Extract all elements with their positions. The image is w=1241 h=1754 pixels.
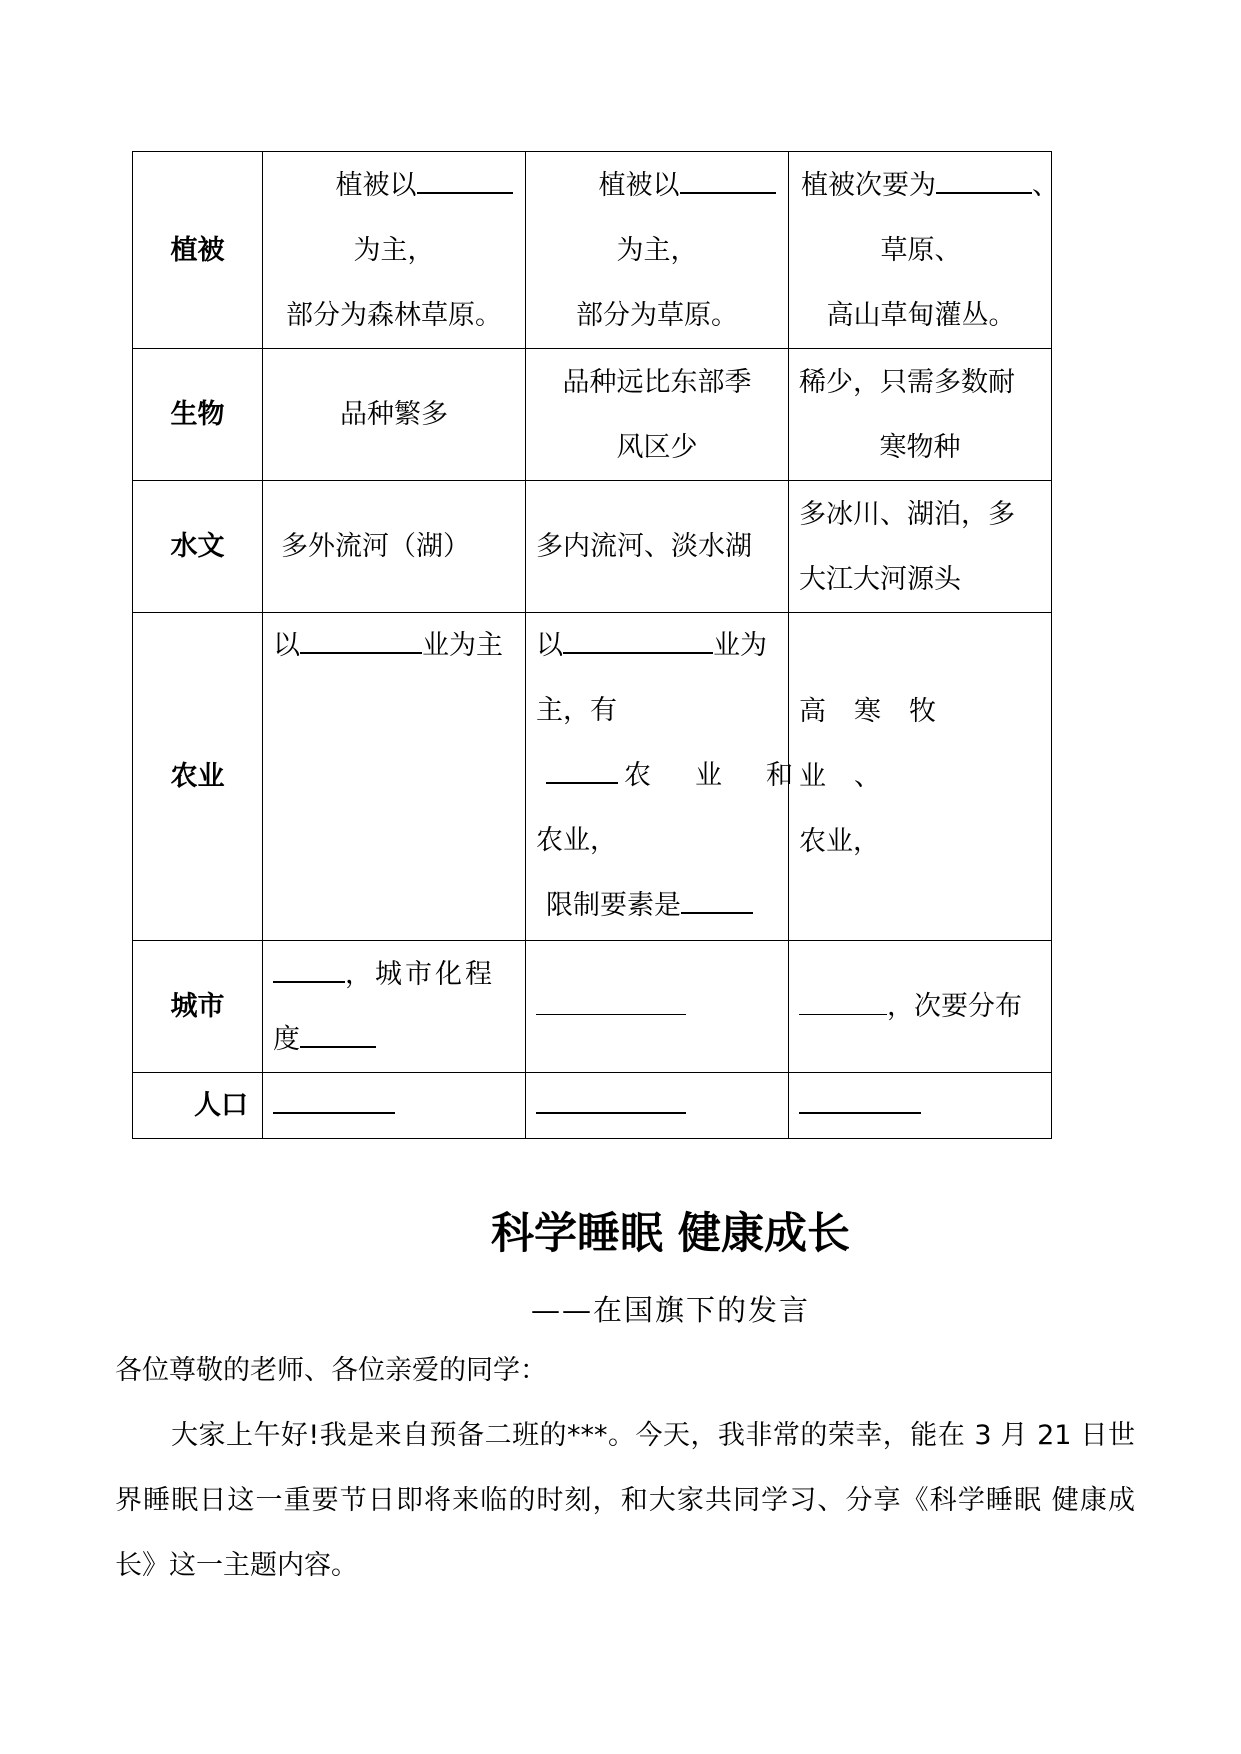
table-row: [133, 1073, 1052, 1139]
row-header-agriculture: 农业: [133, 613, 263, 941]
table-row: [133, 152, 1052, 349]
cell-biology-east: 品种繁多: [263, 349, 526, 481]
fill-blank: [536, 1085, 686, 1114]
cell-hydrology-northwest: 多内流河、淡水湖: [526, 481, 789, 613]
cell-hydrology-qinghai-tibet: 多冰川、湖泊，多 大江大河源头: [789, 481, 1052, 613]
row-header-hydrology: 水文: [133, 481, 263, 613]
cell-hydrology-east: 多外流河（湖）: [263, 481, 526, 613]
table-row: [133, 349, 1052, 481]
fill-blank: [563, 625, 713, 654]
cell-population-northwest: [526, 1073, 789, 1139]
cell-vegetation-northwest: 植被以 为主， 部分为草原。: [526, 152, 789, 349]
row-header-city: 城市: [133, 941, 263, 1073]
fill-blank: [300, 625, 422, 654]
geography-comparison-table: [132, 151, 1059, 1139]
cell-city-qinghai-tibet: ，次要分布: [789, 941, 1052, 1073]
fill-blank: [936, 165, 1032, 194]
table-row: [133, 613, 1052, 941]
row-header-population: 人口: [133, 1073, 263, 1139]
speech-greeting: 各位尊敬的老师、各位亲爱的同学：: [115, 1355, 547, 1386]
fill-blank: [799, 987, 887, 1015]
cell-city-northwest: [526, 941, 789, 1073]
fill-blank: [799, 1085, 921, 1114]
row-header-vegetation: 植被: [133, 152, 263, 349]
cell-agriculture-qinghai-tibet: 高寒牧业、 农业，: [789, 613, 1052, 941]
cell-vegetation-east: 植被以 为主， 部分为森林草原。: [263, 152, 526, 349]
cell-biology-northwest: 品种远比东部季 风区少: [526, 349, 789, 481]
fill-blank: [680, 165, 776, 194]
cell-agriculture-east: 以 业为主: [263, 613, 526, 941]
cell-biology-qinghai-tibet: 稀少，只需多数耐 寒物种: [789, 349, 1052, 481]
cell-vegetation-qinghai-tibet: 植被次要为 、 草原、 高山草甸灌丛。: [789, 152, 1052, 349]
fill-blank: [536, 987, 686, 1015]
speech-title: 科学睡眠 健康成长: [491, 1209, 850, 1259]
fill-blank: [546, 755, 618, 784]
speech-paragraph: 大家上午好!我是来自预备二班的***。今天，我非常的荣幸，能在 3 月 21 日世界睡眠日这一重要节日即将来临的时刻，和大家共同学习、分享《科学睡眠 健康成长》这一主题内容。: [115, 1420, 1135, 1581]
cell-agriculture-northwest: 以 业为 主，有 农 业 和 农业， 限制要素是: [526, 613, 789, 941]
table-row: [133, 481, 1052, 613]
cell-city-east: ，城市化程 度: [263, 941, 526, 1073]
speech-subtitle: ——在国旗下的发言: [530, 1293, 810, 1327]
table-row: [133, 941, 1052, 1073]
fill-blank: [273, 954, 345, 983]
cell-population-east: [263, 1073, 526, 1139]
fill-blank: [273, 1085, 395, 1114]
speech-body: [115, 1338, 1135, 1598]
cell-population-qinghai-tibet: [789, 1073, 1052, 1139]
row-header-biology: 生物: [133, 349, 263, 481]
fill-blank: [681, 885, 753, 914]
fill-blank: [300, 1019, 376, 1048]
fill-blank: [417, 165, 513, 194]
